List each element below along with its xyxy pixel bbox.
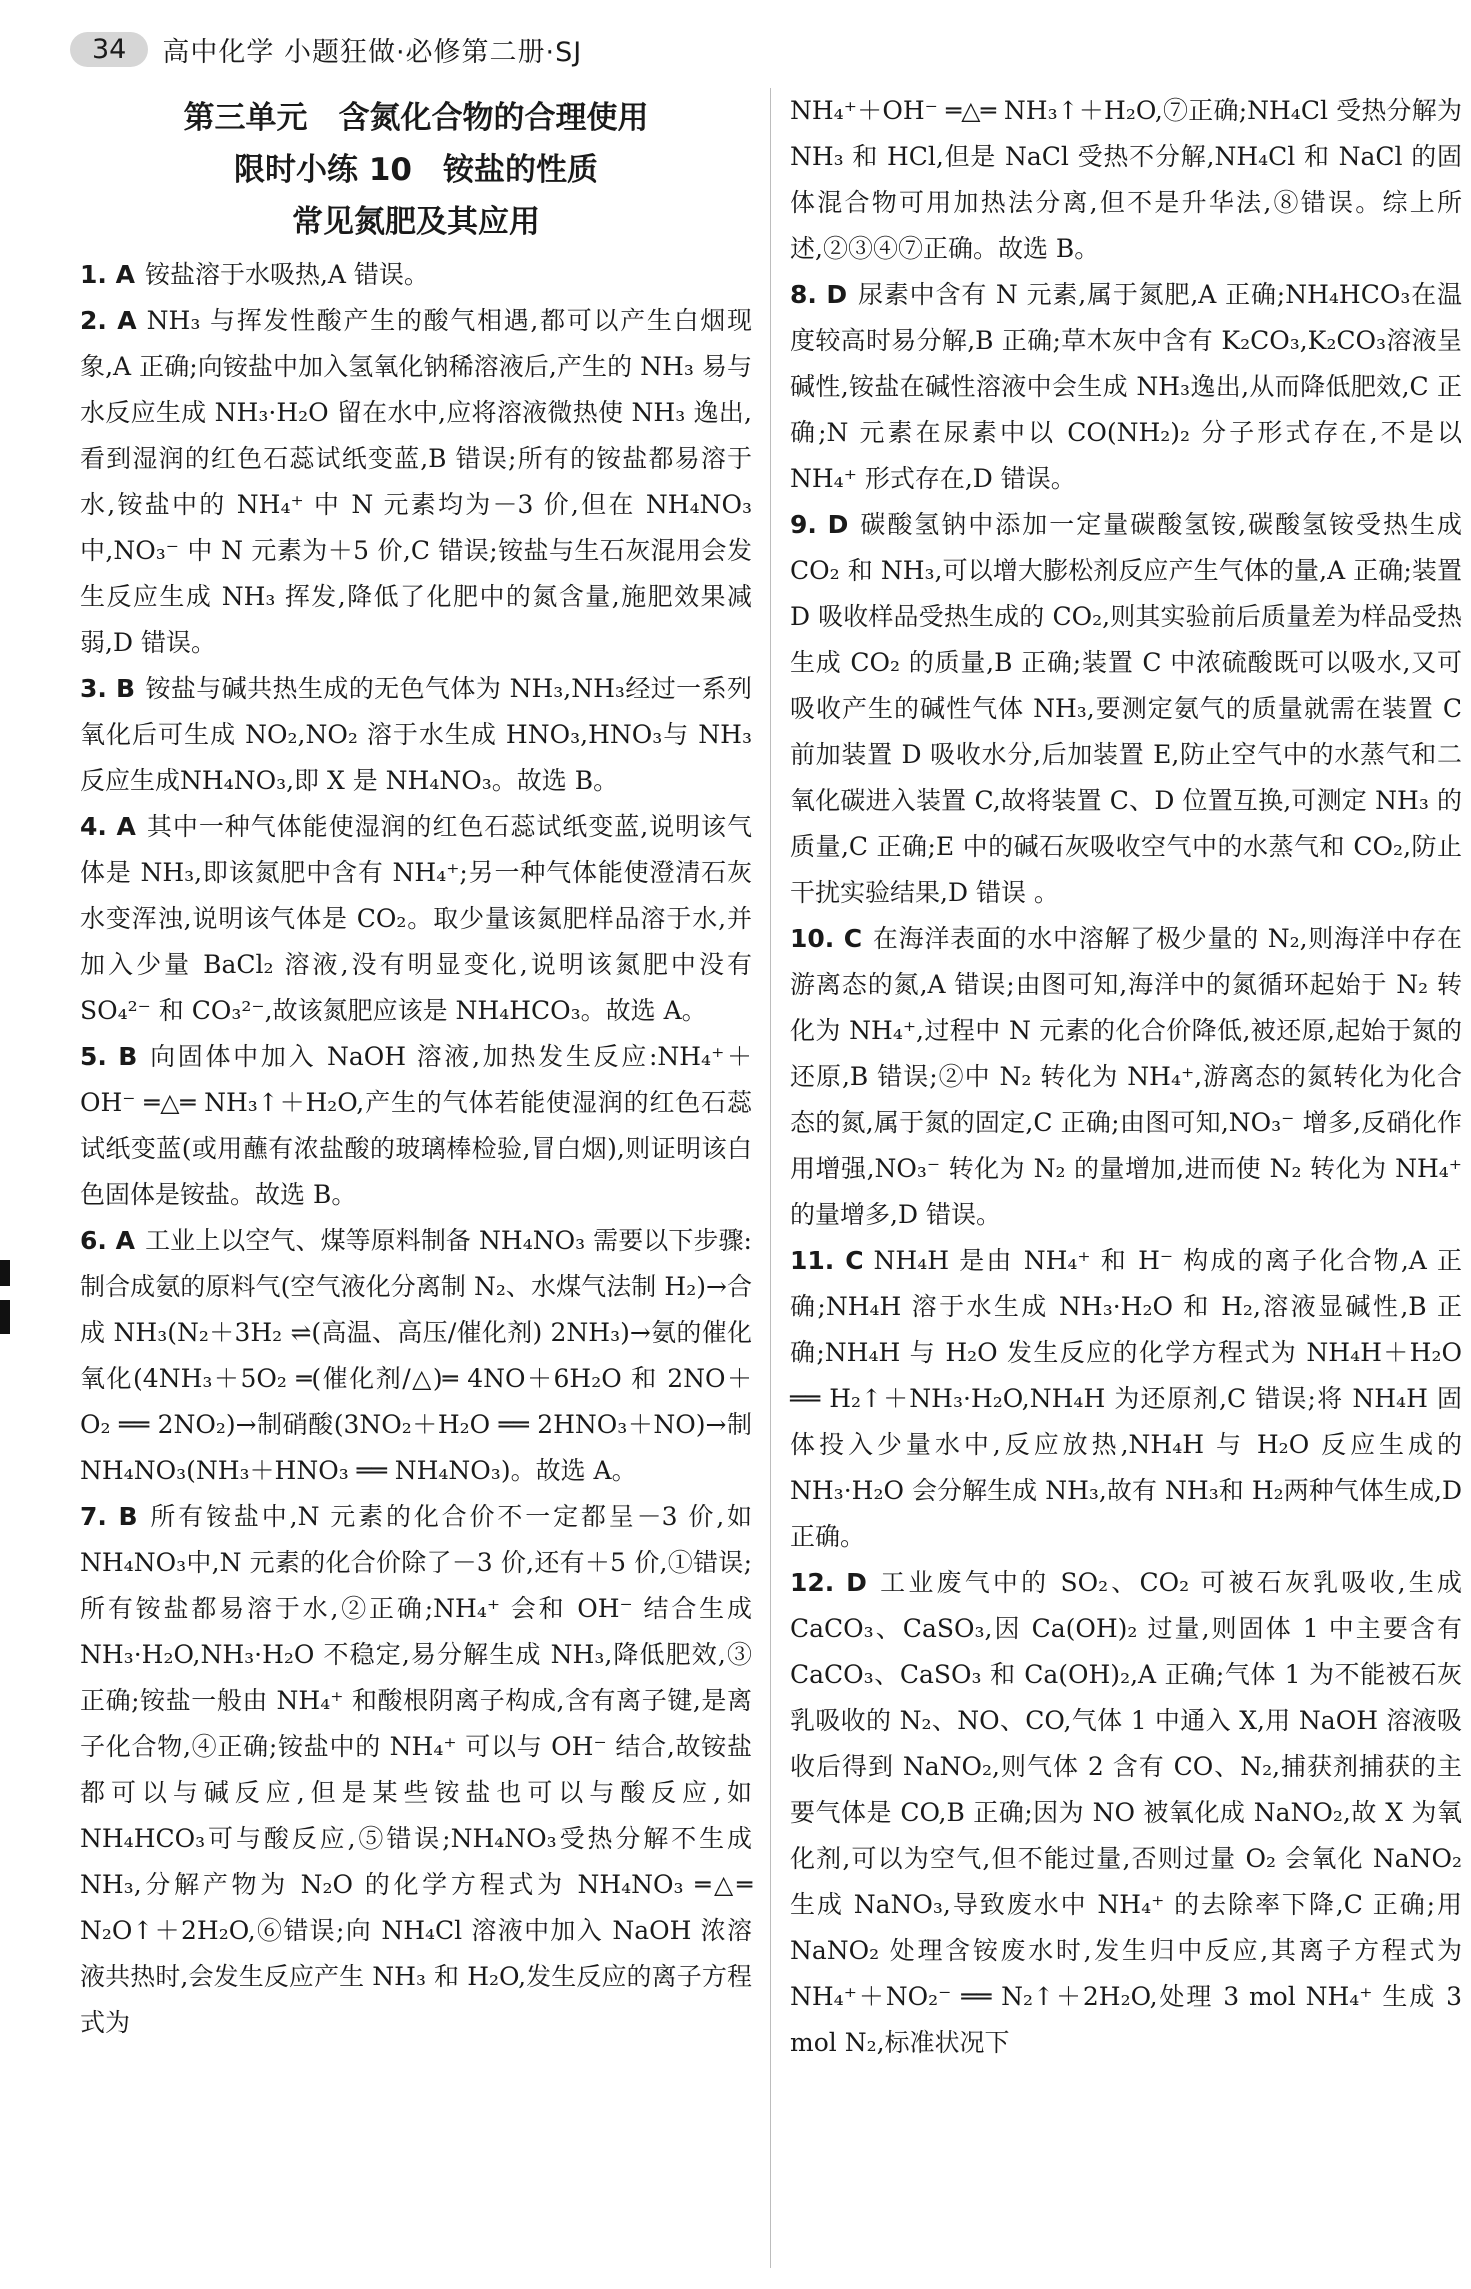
header-title: 高中化学 小题狂做·必修第二册·SJ bbox=[162, 36, 583, 68]
answer-text: 碳酸氢钠中添加一定量碳酸氢铵,碳酸氢铵受热生成 CO₂ 和 NH₃,可以增大膨松剂反应产生气体的量,A 正确;装置 D 吸收样品受热生成的 CO₂,则其实验前后质量差为样品受热生成 CO₂ 的质量,B 正确;装置 C 中浓硫酸既可以吸水,又可吸收产生的碱性气体 NH₃,要测定氨气的质量就需在装置 C 前加装置 D 吸收水分,后加装置 E,防止空气中的水蒸气和二氧化碳进入装置 C,故将装置 C、D 位置互换,可测定 NH₃ 的质量,C 正确;E 中的碱石灰吸收空气中的水蒸气和 CO₂,防止干扰实验结果,D 错误 。 bbox=[790, 510, 1462, 907]
question-number: 11. C bbox=[790, 1246, 864, 1275]
answer-item bbox=[80, 252, 752, 298]
answer-item bbox=[80, 1494, 752, 2046]
answer-item bbox=[80, 804, 752, 1034]
answer-text: NH₄⁺＋OH⁻ ═△═ NH₃↑＋H₂O,⑦正确;NH₄Cl 受热分解为 NH₃ 和 HCl,但是 NaCl 受热不分解,NH₄Cl 和 NaCl 的固体混合物可用加热法分离,但不是升华法,⑧错误。综上所述,②③④⑦正确。故选 B。 bbox=[790, 96, 1462, 263]
question-number: 6. A bbox=[80, 1226, 136, 1255]
question-number: 1. A bbox=[80, 260, 135, 289]
answer-text: 铵盐溶于水吸热,A 错误。 bbox=[144, 260, 429, 289]
answer-item bbox=[790, 1560, 1462, 2066]
page-number: 34 bbox=[70, 32, 148, 67]
answer-text: NH₄H 是由 NH₄⁺ 和 H⁻ 构成的离子化合物,A 正确;NH₄H 溶于水生成 NH₃·H₂O 和 H₂,溶液显碱性,B 正确;NH₄H 与 H₂O 发生反应的化学方程式为 NH₄H＋H₂O ══ H₂↑＋NH₃·H₂O,NH₄H 为还原剂,C 错误;将 NH₄H 固体投入少量水中,反应放热,NH₄H 与 H₂O 反应生成的 NH₃·H₂O 会分解生成 NH₃,故有 NH₃和 H₂两种气体生成,D 正确。 bbox=[790, 1246, 1463, 1551]
right-column bbox=[790, 88, 1462, 2066]
answer-text: 尿素中含有 N 元素,属于氮肥,A 正确;NH₄HCO₃在温度较高时易分解,B 正确;草木灰中含有 K₂CO₃,K₂CO₃溶液呈碱性,铵盐在碱性溶液中会生成 NH₃逸出,从而降低肥效,C 正确;N 元素在尿素中以 CO(NH₂)₂ 分子形式存在,不是以 NH₄⁺ 形式存在,D 错误。 bbox=[790, 280, 1462, 493]
answer-list-left bbox=[80, 252, 752, 2046]
answer-text: 其中一种气体能使湿润的红色石蕊试纸变蓝,说明该气体是 NH₃,即该氮肥中含有 NH₄⁺;另一种气体能使澄清石灰水变浑浊,说明该气体是 CO₂。取少量该氮肥样品溶于水,并加入少量 BaCl₂ 溶液,没有明显变化,说明该氮肥中没有 SO₄²⁻ 和 CO₃²⁻,故该氮肥应该是 NH₄HCO₃。故选 A。 bbox=[80, 812, 753, 1025]
answer-item bbox=[790, 272, 1462, 502]
question-number: 2. A bbox=[80, 306, 137, 335]
answer-item bbox=[80, 666, 752, 804]
lesson-title: 限时小练 10 铵盐的性质 bbox=[234, 152, 598, 188]
answer-item bbox=[80, 1218, 752, 1494]
unit-title: 第三单元 含氮化合物的合理使用 bbox=[183, 100, 649, 136]
answer-text: 铵盐与碱共热生成的无色气体为 NH₃,NH₃经过一系列氧化后可生成 NO₂,NO₂ 溶于水生成 HNO₃,HNO₃与 NH₃反应生成NH₄NO₃,即 X 是 NH₄NO₃。故选 B。 bbox=[80, 674, 752, 795]
answer-item bbox=[790, 1238, 1462, 1560]
answer-text: 工业上以空气、煤等原料制备 NH₄NO₃ 需要以下步骤:制合成氨的原料气(空气液化分离制 N₂、水煤气法制 H₂)→合成 NH₃(N₂＋3H₂ ⇌(高温、高压/催化剂) 2NH₃)→氨的催化氧化(4NH₃＋5O₂ ═(催化剂/△)═ 4NO＋6H₂O 和 2NO＋O₂ ══ 2NO₂)→制硝酸(3NO₂＋H₂O ══ 2HNO₃＋NO)→制 NH₄NO₃(NH₃＋HNO₃ ══ NH₄NO₃)。故选 A。 bbox=[80, 1226, 752, 1485]
question-number: 7. B bbox=[80, 1502, 138, 1531]
question-number: 12. D bbox=[790, 1568, 867, 1597]
answer-item bbox=[80, 1034, 752, 1218]
question-number: 3. B bbox=[80, 674, 136, 703]
answer-text: 在海洋表面的水中溶解了极少量的 N₂,则海洋中存在游离态的氮,A 错误;由图可知,海洋中的氮循环起始于 N₂ 转化为 NH₄⁺,过程中 N 元素的化合价降低,被还原,起始于氮的还原,B 错误;②中 N₂ 转化为 NH₄⁺,游离态的氮转化为化合态的氮,属于氮的固定,C 正确;由图可知,NO₃⁻ 增多,反硝化作用增强,NO₃⁻ 转化为 N₂ 的量增加,进而使 N₂ 转化为 NH₄⁺ 的量增多,D 错误。 bbox=[790, 924, 1463, 1229]
lesson-subtitle: 常见氮肥及其应用 bbox=[292, 204, 540, 240]
question-number: 4. A bbox=[80, 812, 136, 841]
answer-item bbox=[790, 88, 1462, 272]
answer-item bbox=[80, 298, 752, 666]
question-number: 5. B bbox=[80, 1042, 138, 1071]
title-block bbox=[80, 92, 752, 248]
answer-list-right bbox=[790, 88, 1462, 2066]
answer-text: NH₃ 与挥发性酸产生的酸气相遇,都可以产生白烟现象,A 正确;向铵盐中加入氢氧化钠稀溶液后,产生的 NH₃ 易与水反应生成 NH₃·H₂O 留在水中,应将溶液微热使 NH₃ 逸出,看到湿润的红色石蕊试纸变蓝,B 错误;所有的铵盐都易溶于水,铵盐中的 NH₄⁺ 中 N 元素均为－3 价,但在 NH₄NO₃ 中,NO₃⁻ 中 N 元素为＋5 价,C 错误;铵盐与生石灰混用会发生反应生成 NH₃ 挥发,降低了化肥中的氮含量,施肥效果减弱,D 错误。 bbox=[80, 306, 752, 657]
answer-text: 工业废气中的 SO₂、CO₂ 可被石灰乳吸收,生成 CaCO₃、CaSO₃,因 Ca(OH)₂ 过量,则固体 1 中主要含有 CaCO₃、CaSO₃ 和 Ca(OH)₂,A 正确;气体 1 为不能被石灰乳吸收的 N₂、NO、CO,气体 1 中通入 X,用 NaOH 溶液吸收后得到 NaNO₂,则气体 2 含有 CO、N₂,捕获剂捕获的主要气体是 CO,B 正确;因为 NO 被氧化成 NaNO₂,故 X 为氧化剂,可以为空气,但不能过量,否则过量 O₂ 会氧化 NaNO₂ 生成 NaNO₃,导致废水中 NH₄⁺ 的去除率下降,C 正确;用 NaNO₂ 处理含铵废水时,发生归中反应,其离子方程式为 NH₄⁺＋NO₂⁻ ══ N₂↑＋2H₂O,处理 3 mol NH₄⁺ 生成 3 mol N₂,标准状况下 bbox=[790, 1568, 1462, 2057]
answer-item bbox=[790, 502, 1462, 916]
page-header bbox=[70, 24, 582, 74]
left-column bbox=[80, 92, 752, 2046]
answer-text: 所有铵盐中,N 元素的化合价不一定都呈－3 价,如NH₄NO₃中,N 元素的化合价除了－3 价,还有＋5 价,①错误;所有铵盐都易溶于水,②正确;NH₄⁺ 会和 OH⁻ 结合生成NH₃·H₂O,NH₃·H₂O 不稳定,易分解生成 NH₃,降低肥效,③正确;铵盐一般由 NH₄⁺ 和酸根阴离子构成,含有离子键,是离子化合物,④正确;铵盐中的 NH₄⁺ 可以与 OH⁻ 结合,故铵盐都可以与碱反应,但是某些铵盐也可以与酸反应,如 NH₄HCO₃可与酸反应,⑤错误;NH₄NO₃受热分解不生成 NH₃,分解产物为 N₂O 的化学方程式为 NH₄NO₃ ═△═ N₂O↑＋2H₂O,⑥错误;向 NH₄Cl 溶液中加入 NaOH 浓溶液共热时,会发生反应产生 NH₃ 和 H₂O,发生反应的离子方程式为 bbox=[80, 1502, 752, 2037]
answer-item bbox=[790, 916, 1462, 1238]
question-number: 9. D bbox=[790, 510, 849, 539]
question-number: 10. C bbox=[790, 924, 863, 953]
edge-mark bbox=[0, 1300, 10, 1334]
column-divider bbox=[770, 88, 771, 2268]
question-number: 8. D bbox=[790, 280, 848, 309]
answer-text: 向固体中加入 NaOH 溶液,加热发生反应:NH₄⁺＋OH⁻ ═△═ NH₃↑＋H₂O,产生的气体若能使湿润的红色石蕊试纸变蓝(或用蘸有浓盐酸的玻璃棒检验,冒白烟),则证明该白色固体是铵盐。故选 B。 bbox=[80, 1042, 752, 1209]
edge-mark bbox=[0, 1260, 10, 1286]
